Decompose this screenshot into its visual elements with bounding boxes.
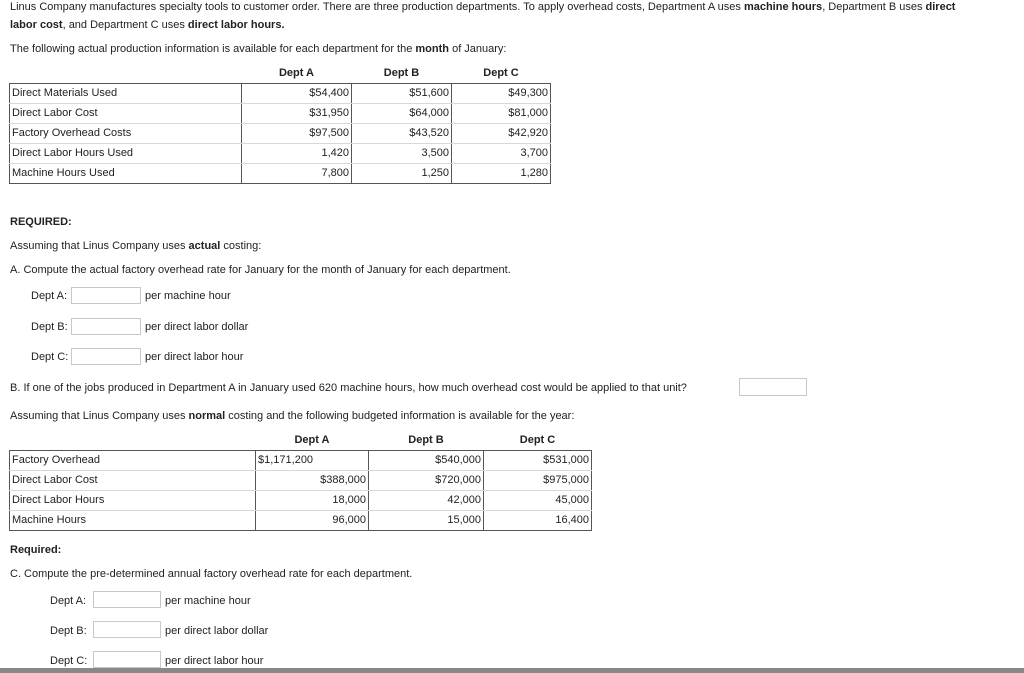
table-row	[10, 471, 592, 491]
question-b: B. If one of the jobs produced in Department A in January used 620 machine hours, how much overhead cost would be applied to that unit?	[10, 382, 687, 394]
normal-costing-line: Assuming that Linus Company uses normal costing and the following budgeted information is available for the year:	[10, 410, 575, 422]
cell: $720,000	[369, 471, 484, 491]
table-header	[10, 64, 242, 84]
table-header: Dept A	[294, 434, 330, 446]
cell: $54,400	[242, 84, 352, 104]
table-header: Dept A	[278, 67, 315, 79]
cell: 7,800	[242, 164, 352, 184]
qa-dept-c-input[interactable]	[71, 348, 141, 365]
cell: 96,000	[256, 511, 369, 531]
qa-dept-a-unit: per machine hour	[145, 290, 231, 302]
cell: $388,000	[256, 471, 369, 491]
row-label: Direct Labor Cost	[10, 104, 242, 124]
cell: 1,420	[242, 144, 352, 164]
cell: $42,920	[452, 124, 551, 144]
row-label: Factory Overhead	[10, 451, 256, 471]
cell: 3,700	[452, 144, 551, 164]
row-label: Machine Hours	[10, 511, 256, 531]
qa-dept-c-unit: per direct labor hour	[145, 351, 244, 363]
qc-dept-c-input[interactable]	[93, 651, 161, 668]
cell: $31,950	[242, 104, 352, 124]
cell: $51,600	[352, 84, 452, 104]
cell: 45,000	[484, 491, 592, 511]
qa-dept-a-label: Dept A:	[31, 290, 68, 302]
table-header	[10, 431, 256, 451]
row-label: Machine Hours Used	[10, 164, 242, 184]
table-row	[10, 124, 551, 144]
table-row	[10, 491, 592, 511]
row-label: Direct Labor Cost	[10, 471, 256, 491]
cell: $975,000	[484, 471, 592, 491]
table-header-row	[10, 64, 551, 84]
cell: $43,520	[352, 124, 452, 144]
intro-line-2: labor cost, and Department C uses direct labor hours.	[10, 19, 285, 31]
cell: $540,000	[369, 451, 484, 471]
cell: 1,250	[352, 164, 452, 184]
qc-dept-b-input[interactable]	[93, 621, 161, 638]
cell: 3,500	[352, 144, 452, 164]
bottom-scrollbar-edge	[0, 668, 1024, 673]
cell: $81,000	[452, 104, 551, 124]
cell: 16,400	[484, 511, 592, 531]
question-c: C. Compute the pre-determined annual factory overhead rate for each department.	[10, 568, 413, 580]
table-row	[10, 104, 551, 124]
row-label: Direct Labor Hours	[10, 491, 256, 511]
row-label: Direct Labor Hours Used	[10, 144, 242, 164]
required-heading-2: Required:	[10, 544, 62, 556]
actual-costing-line: Assuming that Linus Company uses actual costing:	[10, 240, 262, 252]
table-header-row	[10, 431, 592, 451]
table-header: Dept B	[383, 67, 420, 79]
row-label: Direct Materials Used	[10, 84, 242, 104]
qa-dept-c-label: Dept C:	[31, 351, 69, 363]
table-header: Dept C	[483, 67, 519, 79]
qc-dept-b-label: Dept B:	[50, 625, 87, 637]
qc-dept-a-unit: per machine hour	[165, 595, 251, 607]
table-row	[10, 84, 551, 104]
cell: 1,280	[452, 164, 551, 184]
qa-dept-b-label: Dept B:	[31, 321, 68, 333]
question-a: A. Compute the actual factory overhead rate for January for the month of January for each department.	[10, 264, 511, 276]
cell: 18,000	[256, 491, 369, 511]
cell: $531,000	[484, 451, 592, 471]
qc-dept-a-label: Dept A:	[50, 595, 87, 607]
qa-dept-b-input[interactable]	[71, 318, 141, 335]
intro-line-1: Linus Company manufactures specialty tools to customer order. There are three production departments. To apply overhead costs, Department A uses machine hours, Department B uses direct	[10, 1, 956, 13]
qa-dept-a-input[interactable]	[71, 287, 141, 304]
table-header: Dept B	[408, 434, 444, 446]
table-header: Dept C	[519, 434, 556, 446]
qc-dept-a-input[interactable]	[93, 591, 161, 608]
qc-dept-c-unit: per direct labor hour	[165, 655, 264, 667]
qc-dept-c-label: Dept C:	[50, 655, 88, 667]
table-row	[10, 144, 551, 164]
table-row	[10, 511, 592, 531]
intro-line-3: The following actual production information is available for each department for the month of January:	[10, 43, 507, 55]
qb-answer-input[interactable]	[739, 378, 807, 396]
cell: 15,000	[369, 511, 484, 531]
qa-dept-b-unit: per direct labor dollar	[145, 321, 249, 333]
cell: $1,171,200	[256, 451, 369, 471]
table-row	[10, 164, 551, 184]
actual-production-table	[9, 64, 551, 184]
cell: $49,300	[452, 84, 551, 104]
cell: 42,000	[369, 491, 484, 511]
required-heading: REQUIRED:	[10, 216, 72, 228]
qc-dept-b-unit: per direct labor dollar	[165, 625, 269, 637]
cell: $97,500	[242, 124, 352, 144]
cell: $64,000	[352, 104, 452, 124]
row-label: Factory Overhead Costs	[10, 124, 242, 144]
budget-table	[9, 431, 592, 531]
table-row	[10, 451, 592, 471]
